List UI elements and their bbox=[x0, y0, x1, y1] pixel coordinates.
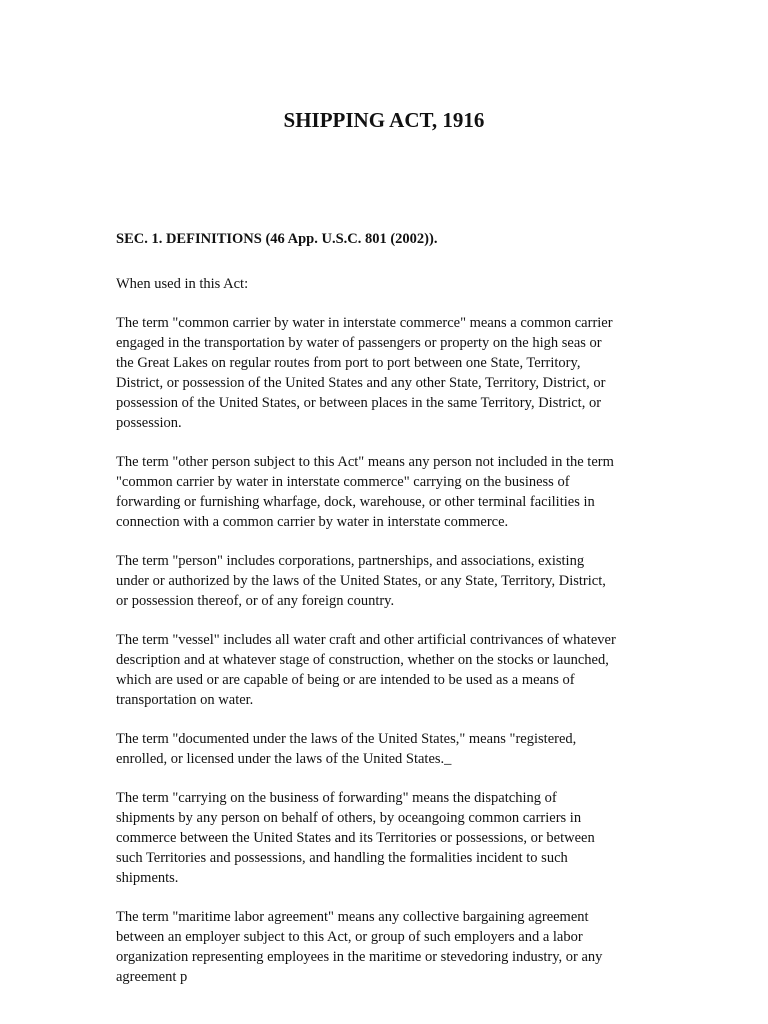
paragraph-line: possession. bbox=[116, 415, 182, 431]
paragraph-line: When used in this Act: bbox=[116, 276, 249, 292]
paragraph-line: transportation on water. bbox=[116, 692, 254, 708]
paragraph-line: between an employer subject to this Act, or group of such employers and a labor bbox=[116, 929, 583, 945]
paragraph-line: under or authorized by the laws of the United States, or any State, Territory, District, bbox=[116, 573, 606, 589]
section-heading: SEC. 1. DEFINITIONS (46 App. U.S.C. 801 (2002)). bbox=[116, 231, 438, 247]
paragraph-line: The term "maritime labor agreement" means any collective bargaining agreement bbox=[116, 909, 589, 925]
paragraph bbox=[116, 729, 656, 769]
paragraph bbox=[116, 630, 656, 710]
paragraph-line: possession of the United States, or between places in the same Territory, District, or bbox=[116, 395, 602, 411]
paragraph bbox=[116, 313, 656, 433]
document-title: SHIPPING ACT, 1916 bbox=[283, 108, 485, 132]
paragraph-line: engaged in the transportation by water of passengers or property on the high seas or bbox=[116, 335, 602, 351]
paragraph-line: which are used or are capable of being or are intended to be used as a means of bbox=[116, 672, 575, 688]
paragraph bbox=[116, 907, 656, 987]
paragraph-line: The term "vessel" includes all water craft and other artificial contrivances of whatever bbox=[116, 632, 616, 648]
paragraph-line: or possession thereof, or of any foreign country. bbox=[116, 593, 395, 609]
paragraph-line: enrolled, or licensed under the laws of the United States._ bbox=[116, 751, 452, 767]
paragraph bbox=[116, 452, 656, 532]
paragraph-line: shipments. bbox=[116, 870, 179, 886]
paragraph-line: The term "other person subject to this Act" means any person not included in the term bbox=[116, 454, 614, 470]
paragraph-line: The term "person" includes corporations, partnerships, and associations, existing bbox=[116, 553, 585, 569]
paragraph-line: organization representing employees in the maritime or stevedoring industry, or any bbox=[116, 949, 603, 965]
paragraph-line: District, or possession of the United States and any other State, Territory, District, or bbox=[116, 375, 606, 391]
paragraph bbox=[116, 551, 656, 611]
paragraph-line: such Territories and possessions, and handling the formalities incident to such bbox=[116, 850, 568, 866]
paragraph-line: forwarding or furnishing wharfage, dock, warehouse, or other terminal facilities in bbox=[116, 494, 595, 510]
paragraph-line: "common carrier by water in interstate commerce" carrying on the business of bbox=[116, 474, 570, 490]
paragraph bbox=[116, 274, 656, 294]
paragraph-line: The term "documented under the laws of the United States," means "registered, bbox=[116, 731, 577, 747]
paragraph-line: the Great Lakes on regular routes from port to port between one State, Territory, bbox=[116, 355, 581, 371]
document-body bbox=[116, 274, 656, 1006]
paragraph-line: The term "common carrier by water in interstate commerce" means a common carrier bbox=[116, 315, 613, 331]
paragraph-line: description and at whatever stage of construction, whether on the stocks or launched, bbox=[116, 652, 609, 668]
paragraph-line: agreement p bbox=[116, 969, 188, 985]
paragraph bbox=[116, 788, 656, 888]
paragraph-line: shipments by any person on behalf of others, by oceangoing common carriers in bbox=[116, 810, 582, 826]
paragraph-line: The term "carrying on the business of forwarding" means the dispatching of bbox=[116, 790, 557, 806]
paragraph-line: connection with a common carrier by water in interstate commerce. bbox=[116, 514, 509, 530]
paragraph-line: commerce between the United States and its Territories or possessions, or between bbox=[116, 830, 595, 846]
